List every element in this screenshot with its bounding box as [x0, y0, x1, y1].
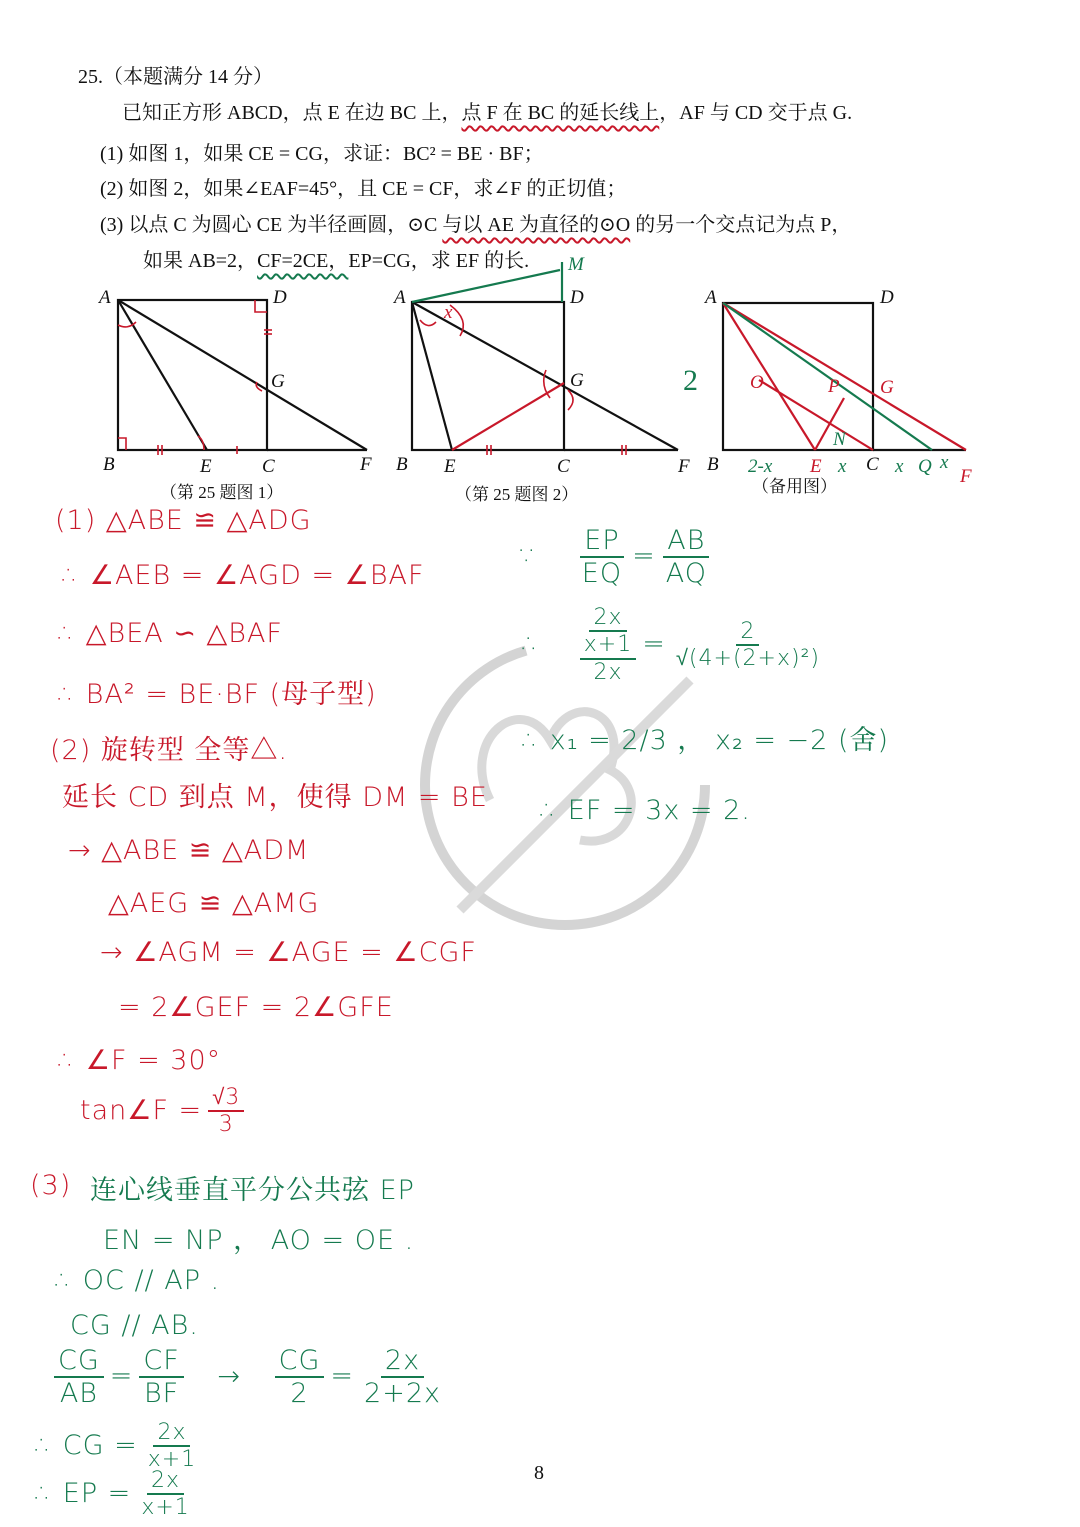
- solution-line: (1) △ABE ≌ △ADG: [55, 505, 312, 536]
- fig2-label-x: x: [444, 302, 453, 323]
- problem-header: 25.（本题满分 14 分）: [78, 66, 273, 88]
- part3-line: ∴ OC // AP .: [55, 1265, 221, 1296]
- frac-num: 2x: [153, 1420, 190, 1447]
- frac-num: 2x: [381, 1345, 424, 1378]
- equals: =: [330, 1360, 355, 1392]
- problem-stem: [122, 96, 852, 125]
- ef-result: ∴ EF = 3x = 2.: [540, 795, 751, 826]
- fig2-label-b: B: [396, 454, 408, 475]
- fig2-label-c: C: [557, 456, 570, 477]
- square-abcd: [723, 303, 873, 450]
- frac-den: 3: [218, 1112, 234, 1138]
- solution-line: ∴ △BEA ∽ △BAF: [58, 618, 283, 649]
- frac-den: BF: [143, 1378, 180, 1410]
- tan-result: [80, 1085, 250, 1138]
- cond: EP=CG，求 EF 的长.: [348, 250, 530, 272]
- part3-underlined: 与以 AE 为直径的⊙O: [442, 214, 631, 236]
- frac-den: √(4+(2+x)²): [675, 645, 820, 671]
- fig3-label-a: A: [705, 287, 717, 308]
- ep-result: [35, 1468, 200, 1521]
- fig3-label-b: B: [707, 454, 719, 475]
- frac-den: 2x: [593, 659, 623, 685]
- solution-line: → △ABE ≌ △ADM: [68, 835, 310, 866]
- fig2-label-f: F: [678, 456, 690, 477]
- figures: [0, 250, 1080, 500]
- solution-line: (2) 旋转型 全等△.: [50, 735, 288, 766]
- frac-den: x+1: [141, 1495, 190, 1521]
- solutions-x: ∴ x₁ = 2/3 ， x₂ = −2 (舍): [522, 725, 890, 756]
- fig3-len-be: 2-x: [748, 456, 773, 477]
- equals: =: [109, 1360, 134, 1392]
- fig1-label-g: G: [271, 371, 285, 392]
- cond: 如果 AB=2，: [143, 250, 258, 272]
- cond-underlined: CF=2CE，: [257, 250, 349, 272]
- fig1-label-e: E: [200, 456, 212, 477]
- ep-lhs: ∴ EP =: [35, 1477, 132, 1509]
- fig3-label-p: P: [828, 376, 840, 397]
- cg-result: [35, 1420, 206, 1473]
- stem-part: ，AF 与 CD 交于点 G.: [659, 102, 853, 124]
- frac-den: AB: [59, 1378, 98, 1410]
- fig3-label-f: F: [960, 466, 972, 487]
- part-2: (2) 如图 2，如果∠EAF=45°，且 CE = CF，求∠F 的正切值；: [100, 178, 627, 200]
- because: ∵: [520, 540, 539, 572]
- frac-den: AQ: [665, 558, 707, 590]
- part3-text: 的另一个交点记为点 P，: [630, 214, 852, 236]
- arrow: →: [217, 1360, 242, 1392]
- solution-line: ∴ ∠AEB = ∠AGD = ∠BAF: [62, 560, 425, 591]
- frac-den: 2: [290, 1378, 309, 1410]
- frac-den: x+1: [147, 1447, 197, 1473]
- part3-line: EN = NP ， AO = OE .: [103, 1225, 415, 1256]
- fig3-label-q: Q: [918, 456, 932, 477]
- fig1-label-c: C: [262, 456, 275, 477]
- frac-num: CG: [54, 1345, 104, 1378]
- frac-num: CF: [139, 1345, 183, 1378]
- figure-1: [118, 300, 367, 455]
- equals: =: [632, 540, 656, 572]
- part3-line: CG // AB.: [70, 1310, 199, 1341]
- part3-line: 连心线垂直平分公共弦 EP: [90, 1175, 415, 1206]
- solution-line: → ∠AGM = ∠AGE = ∠CGF: [100, 937, 477, 968]
- frac-num: EP: [580, 525, 623, 558]
- equation-x: [522, 605, 830, 685]
- fig3-label-n: N: [833, 429, 846, 450]
- frac-num: 2: [736, 619, 759, 646]
- part3-text: (3) 以点 C 为圆心 CE 为半径画圆，⊙C: [100, 214, 443, 236]
- fig1-caption: （第 25 题图 1）: [160, 483, 284, 502]
- frac-num: CG: [275, 1345, 325, 1378]
- tan-lhs: tan∠F =: [80, 1094, 203, 1126]
- fig3-label-e: E: [810, 456, 822, 477]
- fig3-len-cq: x: [895, 456, 904, 477]
- line-af: [118, 300, 367, 450]
- fig1-label-a: A: [99, 287, 111, 308]
- frac-num: √3: [208, 1085, 244, 1112]
- frac-den: 2+2x: [364, 1378, 441, 1410]
- part3-label: (3): [30, 1170, 72, 1201]
- part3-ratio: [48, 1345, 451, 1409]
- fig3-len-qf: x: [940, 452, 949, 473]
- frac-num: 2x: [589, 605, 626, 632]
- cg-lhs: ∴ CG =: [35, 1429, 138, 1461]
- fig3-label-o: O: [750, 372, 764, 393]
- fig3-caption: （备用图）: [752, 477, 837, 496]
- fig1-label-b: B: [103, 454, 115, 475]
- fig3-label-g: G: [880, 377, 894, 398]
- fig2-label-e: E: [444, 456, 456, 477]
- frac-den: EQ: [581, 558, 623, 590]
- figure-2: [412, 262, 678, 455]
- equals: =: [642, 628, 666, 660]
- stem-part: 已知正方形 ABCD，点 E 在边 BC 上，: [122, 102, 462, 124]
- solution-line: = 2∠GEF = 2∠GFE: [118, 992, 394, 1023]
- fig3-label-d: D: [880, 287, 894, 308]
- fig1-label-d: D: [273, 287, 287, 308]
- fig3-len-ec: x: [838, 456, 847, 477]
- fig2-label-d: D: [570, 287, 584, 308]
- fig3-side-length: 2: [683, 364, 698, 397]
- fig3-label-c: C: [866, 454, 879, 475]
- frac-num: AB: [663, 525, 709, 558]
- fig1-label-f: F: [360, 454, 372, 475]
- fig2-label-a: A: [394, 287, 406, 308]
- line-ae: [118, 300, 207, 450]
- frac-mid: x+1: [580, 632, 636, 659]
- ratio-ep-eq: [520, 525, 717, 589]
- fig2-label-g: G: [570, 370, 584, 391]
- fig2-caption: （第 25 题图 2）: [455, 485, 579, 504]
- stem-underlined: 点 F 在 BC 的延长线上: [461, 102, 660, 124]
- solution-line: ∴ BA² = BE·BF (母子型): [58, 679, 377, 710]
- solution-line: ∴ ∠F = 30°: [58, 1045, 222, 1076]
- solution-line: △AEG ≌ △AMG: [108, 888, 320, 919]
- part-3: [100, 208, 851, 237]
- frac-num: 2x: [147, 1468, 184, 1495]
- solution-line: 延长 CD 到点 M，使得 DM = BE: [62, 782, 488, 813]
- page-number: 8: [534, 1462, 544, 1484]
- fig2-label-m: M: [568, 254, 584, 275]
- therefore: ∴: [522, 628, 541, 660]
- part-1: (1) 如图 1，如果 CE = CG，求证：BC² = BE · BF；: [100, 143, 544, 165]
